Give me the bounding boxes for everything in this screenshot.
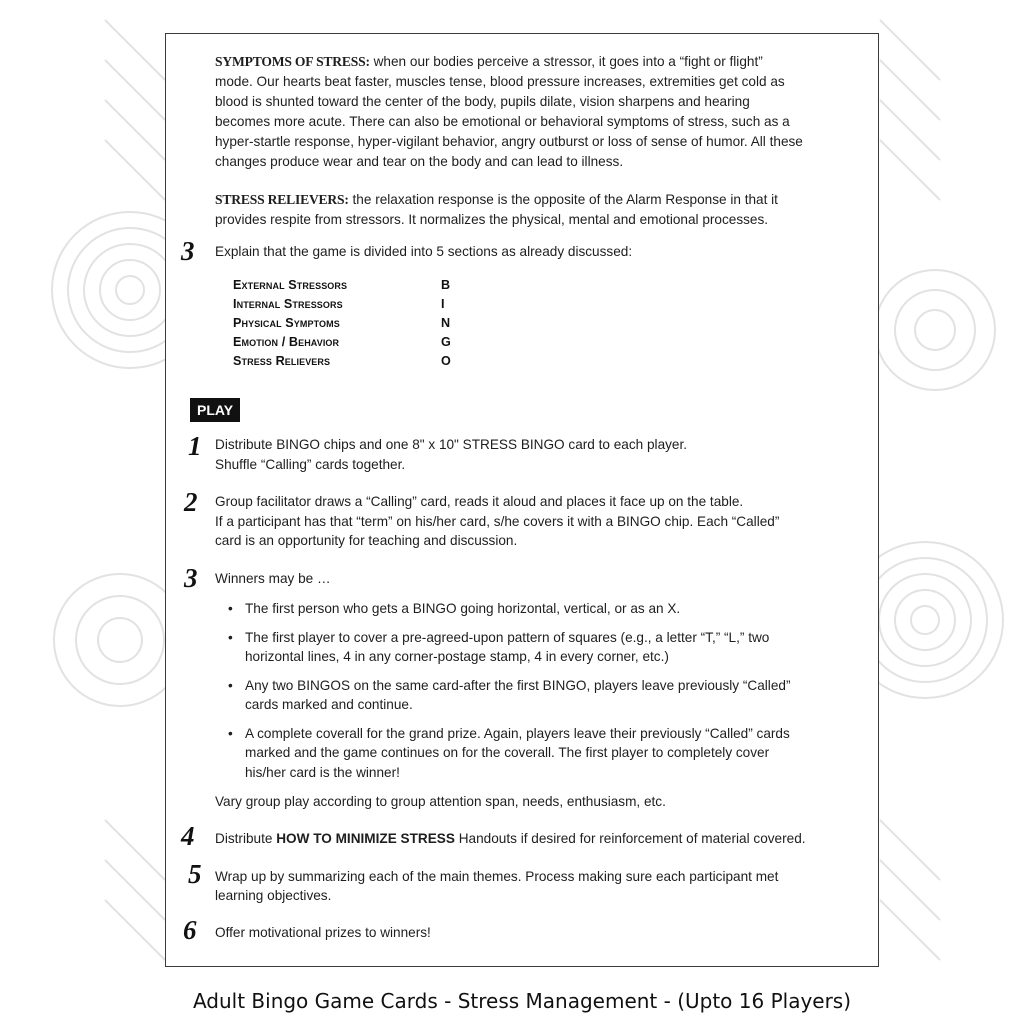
step-text: Winners may be …	[215, 571, 331, 586]
step4-post: Handouts if desired for reinforcement of material covered.	[454, 831, 806, 846]
step-number: 4	[181, 821, 195, 851]
step-text	[215, 829, 806, 849]
step4-pre: Distribute	[215, 831, 277, 846]
relievers-line: provides respite from stressors. It normalizes the physical, mental and emotional processes.	[215, 212, 769, 227]
symptoms-line: blood is shunted toward the center of the body, pupils dilate, vision sharpens and hearing	[215, 94, 750, 109]
symptoms-line: becomes more acute. There can also be emotional or behavioral symptoms of stress, such as a	[215, 114, 790, 129]
winner-line: marked and the game continues on for the coverall. The first player to completely cover	[245, 745, 770, 760]
relievers-heading: STRESS RELIEVERS:	[215, 192, 349, 207]
section-letter: G	[441, 335, 451, 349]
symptoms-first-line	[215, 52, 763, 72]
winner-line: cards marked and continue.	[245, 697, 413, 712]
relievers-line-text: the relaxation response is the opposite of the Alarm Response in that it	[352, 192, 778, 207]
step-text: card is an opportunity for teaching and discussion.	[215, 533, 518, 548]
bullet: •	[228, 630, 233, 645]
handout-title: HOW TO MINIMIZE STRESS	[276, 831, 455, 846]
step-text: Wrap up by summarizing each of the main themes. Process making sure each participant met	[215, 869, 779, 884]
bullet: •	[228, 601, 233, 616]
product-caption: Adult Bingo Game Cards - Stress Management - (Upto 16 Players)	[192, 989, 852, 1013]
symptoms-line: changes produce wear and tear on the body and can lead to illness.	[215, 154, 624, 169]
section-letter: B	[441, 278, 451, 292]
step-number: 3	[184, 563, 198, 593]
winner-line: A complete coverall for the grand prize. Again, players leave their previously “Called” cards	[245, 726, 790, 741]
winner-line: his/her card is the winner!	[245, 765, 400, 780]
play-badge: PLAY	[190, 398, 240, 422]
step-text: Explain that the game is divided into 5 sections as already discussed:	[215, 244, 633, 259]
step-number: 1	[188, 431, 202, 461]
bullet: •	[228, 726, 233, 741]
relievers-first-line	[215, 190, 778, 210]
section-label: External Stressors	[233, 278, 348, 292]
winner-line: The first person who gets a BINGO going horizontal, vertical, or as an X.	[245, 601, 681, 616]
section-label: Internal Stressors	[233, 297, 343, 311]
section-letter: I	[441, 297, 445, 311]
step-text: Offer motivational prizes to winners!	[215, 925, 431, 940]
symptoms-line-text: when our bodies perceive a stressor, it goes into a “fight or flight”	[373, 54, 763, 69]
vary-text: Vary group play according to group attention span, needs, enthusiasm, etc.	[215, 794, 666, 809]
section-label: Stress Relievers	[233, 354, 331, 368]
section-label: Physical Symptoms	[233, 316, 340, 330]
section-label: Emotion / Behavior	[233, 335, 340, 349]
step-text: If a participant has that “term” on his/her card, s/he covers it with a BINGO chip. Each “Called”	[215, 514, 780, 529]
step-text: Group facilitator draws a “Calling” card, reads it aloud and places it face up on the table.	[215, 494, 744, 509]
symptoms-line: mode. Our hearts beat faster, muscles tense, blood pressure increases, extremities get cold as	[215, 74, 785, 89]
step-number: 6	[183, 915, 197, 945]
winner-line: Any two BINGOS on the same card-after the first BINGO, players leave previously “Called”	[245, 678, 791, 693]
instruction-sheet	[165, 33, 879, 967]
winner-line: horizontal lines, 4 in any corner-postage stamp, 4 in every corner, etc.)	[245, 649, 669, 664]
bullet: •	[228, 678, 233, 693]
step-text: Distribute BINGO chips and one 8" x 10" STRESS BINGO card to each player.	[215, 437, 688, 452]
step-text: learning objectives.	[215, 888, 332, 903]
step-text: Shuffle “Calling” cards together.	[215, 457, 406, 472]
symptoms-heading: SYMPTOMS OF STRESS:	[215, 54, 370, 69]
symptoms-line: hyper-startle response, hyper-vigilant behavior, angry outburst or loss of sense of humor. All these	[215, 134, 803, 149]
step-number: 2	[184, 487, 198, 517]
step-number: 3	[181, 236, 195, 266]
step-number: 5	[188, 859, 202, 889]
winner-line: The first player to cover a pre-agreed-upon pattern of squares (e.g., a letter “T,” “L,” two	[245, 630, 770, 645]
section-letter: O	[441, 354, 451, 368]
section-letter: N	[441, 316, 451, 330]
